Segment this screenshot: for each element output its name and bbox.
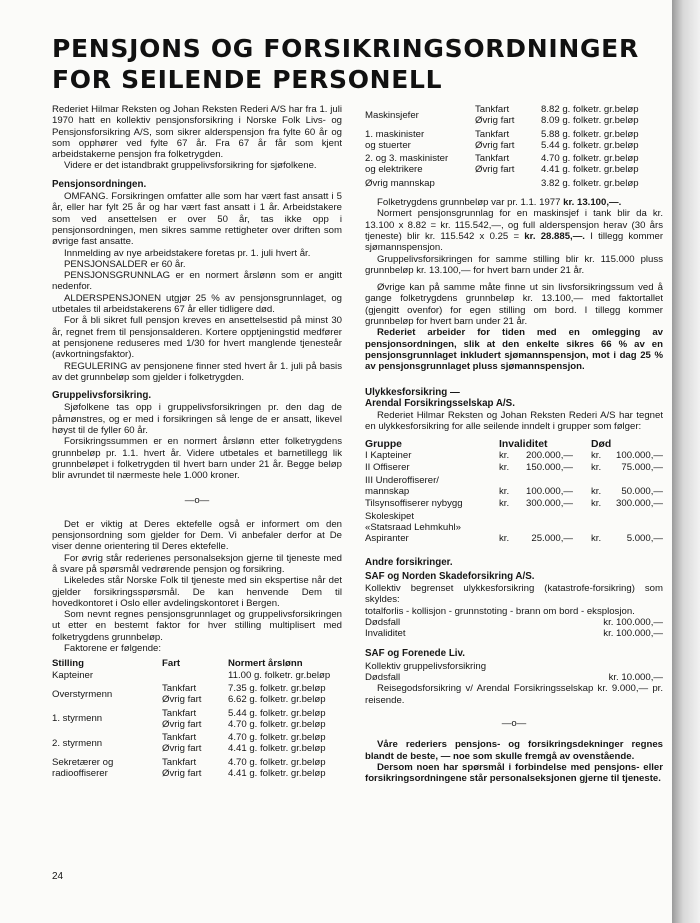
- innmelding-paragraph: Innmelding av nye arbeidstakere foretas pr. 1. juli hvert år.: [64, 247, 311, 259]
- title-line-1: PENSJONS OG FORSIKRINGSORDNINGER: [52, 34, 639, 63]
- cell-invaliditet: 100.000,—: [526, 485, 573, 497]
- intro-paragraph: Rederiet Hilmar Reksten og Johan Reksten Rederi A/S har fra 1. juli 1970 hatt en kollektiv pensjonsforsikring i Norske Folk Livs- og Pensjonsforsikring A/S, som sikrer alderspensjon fra fylte 60 år og som opphører ved fylte 67 år. Fra 67 år får som kjent arbeidstakerne pensjon fra folketrygden.: [52, 104, 342, 161]
- header-fart: Fart: [162, 658, 181, 670]
- forenede-dodsfall-row: [365, 672, 663, 683]
- cell-stilling: 2. styrmenn: [52, 737, 103, 749]
- saf-paragraph-1: Kollektiv begrenset ulykkesforsikring (katastrofe-forsikring) som skyldes:: [365, 582, 663, 606]
- cell-gruppe: II Offiserer: [365, 462, 410, 474]
- omfang-paragraph: OMFANG. Forsikringen omfatter alle som har vært fast ansatt i 5 år, eller har fylt 25 år og har vært fast ansatt i 1 år. Arbeidstakere som ved ansettelsen er over 50 år, tas ikke opp i pensjonsordningen, men sikres samme rettigheter over driften som øvrige fast ansatte.: [52, 191, 342, 248]
- cell-fart: Tankfart Øvrig fart: [162, 732, 202, 755]
- cell-gruppe: I Kapteiner: [365, 450, 412, 462]
- table-row: [365, 153, 663, 178]
- beste-paragraph: Våre rederiers pensjons- og forsikringsdekninger regnes blandt de beste, — noe som skulle fremgå av ovenstående.: [365, 739, 663, 762]
- pensjonsalder-paragraph: PENSJONSALDER er 60 år.: [64, 258, 186, 270]
- saf-invaliditet-row: [365, 628, 663, 639]
- table-row: [365, 178, 663, 191]
- cell-normert-arslonn: 5.44 g. folketr. gr.beløp 4.70 g. folketr. gr.beløp: [228, 707, 326, 730]
- cell-stilling: Overstyrmenn: [52, 688, 113, 700]
- page-number: 24: [52, 871, 64, 882]
- cell-invaliditet: 150.000,—: [526, 462, 573, 474]
- forenede-dodsfall-label: Dødsfall: [365, 672, 401, 684]
- gruppeliv-example-paragraph: Gruppelivsforsikringen for samme stilling blir kr. 115.000 pluss grunnbeløp kr. 13.100,— for hvert barn under 21 år.: [365, 253, 663, 276]
- position-factor-rows-continued: [365, 104, 663, 191]
- ovrige-paragraph: Øvrige kan på samme måte finne ut sin livsforsikringssum ved å gange folketrygdens grunnbeløp kr. 13.100,— med faktortallet (gjengitt ovenfor) for egen stilling om bord. I tillegg kommer grunnbeløp for hvert barn under 21 år.: [365, 282, 663, 328]
- cell-stilling: 1. maskinister og stuerter: [365, 128, 425, 151]
- cell-invaliditet-currency: kr.: [499, 498, 510, 510]
- cell-fart: Tankfart Øvrig fart: [475, 153, 515, 176]
- grunnbelop-amount: kr. 13.100,—.: [563, 197, 622, 209]
- cell-gruppe: III Underoffiserer/ mannskap: [365, 474, 439, 497]
- example-amount: kr. 28.885,—.: [524, 230, 585, 242]
- cell-dod-currency: kr.: [591, 485, 602, 497]
- regulering-paragraph: REGULERING av pensjonene finner sted hvert år 1. juli på basis av det grunnbeløp som gjelder i folketrygden.: [52, 360, 342, 383]
- table-row: [365, 129, 663, 154]
- saf-dodsfall-value: kr. 100.000,—: [603, 616, 663, 628]
- reisegods-paragraph: Reisegodsforsikring v/ Arendal Forsikringsselskap kr. 9.000,— pr. reisende.: [365, 683, 663, 706]
- page-title: [52, 33, 664, 95]
- cell-stilling: Øvrig mannskap: [365, 177, 435, 189]
- cell-dod: 50.000,—: [621, 485, 663, 497]
- cell-fart: Tankfart Øvrig fart: [475, 128, 515, 151]
- header-invaliditet: Invaliditet: [499, 438, 548, 450]
- page-edge-shadow: [672, 0, 700, 923]
- cell-normert-arslonn: 4.70 g. folketr. gr.beløp 4.41 g. folketr. gr.beløp: [541, 153, 639, 176]
- cell-stilling: Sekretærer og radiooffiserer: [52, 756, 114, 780]
- cell-dod: 5.000,—: [626, 533, 663, 545]
- cell-invaliditet: 300.000,—: [526, 498, 573, 510]
- cell-stilling: Maskinsjefer: [365, 109, 419, 121]
- table-row: [52, 757, 342, 782]
- intro-paragraph-2: Videre er det istandbrakt gruppelivsforsikring for sjøfolkene.: [64, 160, 317, 172]
- pensjonsgrunnlag-paragraph: PENSJONSGRUNNLAG er en normert årslønn som er angitt nedenfor.: [52, 270, 342, 293]
- saf-dodsfall-row: [365, 617, 663, 628]
- example-tail: I tillegg kommer sjømannspensjon.: [365, 230, 664, 254]
- cell-dod-currency: kr.: [591, 450, 602, 462]
- cell-dod: 100.000,—: [616, 450, 663, 462]
- forenede-paragraph: Kollektiv gruppelivsforsikring: [365, 660, 487, 672]
- example-text: Normert pensjonsgrunnlag for en maskinsjef i tank blir da kr. 13.100 x 8.82 = kr. 115.542,—, og full alderspensjon herav (30 års tjeneste) blir kr. 115.542 x 0.25 =: [365, 208, 663, 242]
- cell-invaliditet-currency: kr.: [499, 485, 510, 497]
- gruppeliv-paragraph-2: Forsikringssummen er en normert årslønn etter folketrygdens grunnbeløp pr. 1.1. hvert år. Videre utbetales et barnetillegg lik grunnbeløpet i folketrygden til hvert barn under 21 år. Begge beløp blir avrundet til nærmeste hele 1.000 kroner.: [52, 436, 342, 482]
- cell-fart: Tankfart Øvrig fart: [162, 682, 202, 706]
- grunnbelop-text: Folketrygdens grunnbeløp var pr. 1.1. 1977: [377, 197, 564, 209]
- table-row: [365, 511, 663, 546]
- ulykke-paragraph: Rederiet Hilmar Reksten og Johan Reksten Rederi A/S har tegnet en ulykkesforsikring for alle seilende inndelt i grupper som følger:: [365, 410, 663, 433]
- cell-fart: [475, 178, 541, 191]
- cell-normert-arslonn: 8.82 g. folketr. gr.beløp 8.09 g. folketr. gr.beløp: [541, 104, 639, 127]
- saf-invaliditet-value: kr. 100.000,—: [603, 628, 663, 640]
- heading-andre-forsikringer: Andre forsikringer.: [365, 557, 453, 569]
- cell-invaliditet: 25.000,—: [531, 533, 573, 545]
- heading-ulykkesforsikring: Ulykkesforsikring —: [365, 386, 460, 398]
- cell-fart: Tankfart Øvrig fart: [162, 707, 202, 730]
- table-row: [52, 670, 342, 683]
- header-normert-arslonn: Normert årslønn: [228, 658, 303, 670]
- cell-normert-arslonn: 7.35 g. folketr. gr.beløp 6.62 g. folketr. gr.beløp: [228, 682, 326, 706]
- table-row: [52, 683, 342, 708]
- cell-normert-arslonn: 4.70 g. folketr. gr.beløp 4.41 g. folketr. gr.beløp: [228, 756, 326, 780]
- right-column: [365, 104, 663, 784]
- example-paragraph: [365, 208, 663, 253]
- table-row: [365, 462, 663, 474]
- cell-invaliditet: 200.000,—: [526, 450, 573, 462]
- cell-fart: Tankfart Øvrig fart: [475, 104, 515, 127]
- cell-dod-currency: kr.: [591, 498, 602, 510]
- accident-group-rows: [365, 450, 663, 545]
- cell-invaliditet-currency: kr.: [499, 462, 510, 474]
- full-pensjon-paragraph: For å bli sikret full pensjon kreves en ansettelsestid på minst 30 år, regnet frem til pensjonsalderen. Kortere opptjeningstid medfører at pensjonene reduseres med 1/30 for hvert manglende tjenesteår (avkortningsfaktor).: [52, 315, 342, 361]
- heading-arendal: Arendal Forsikringsselskap A/S.: [365, 397, 515, 409]
- cell-dod-currency: kr.: [591, 533, 602, 545]
- forenede-dodsfall-value: kr. 10.000,—: [608, 672, 663, 684]
- table-row: [52, 708, 342, 733]
- cell-invaliditet-currency: kr.: [499, 533, 510, 545]
- cell-fart: [162, 670, 228, 683]
- saf-dodsfall-label: Dødsfall: [365, 616, 401, 628]
- cell-stilling: 2. og 3. maskinister og elektrikere: [365, 153, 449, 176]
- cell-gruppe: Tilsynsoffiserer nybygg: [365, 498, 463, 510]
- cell-invaliditet-currency: kr.: [499, 450, 510, 462]
- cell-stilling: Kapteiner: [52, 669, 94, 681]
- norske-folk-paragraph: Likeledes står Norske Folk til tjeneste med sin ekspertise når det gjelder forsikringsspørsmål. De kan henvende Dem til hovedkontoret i Oslo eller avdelingskontoret i Bergen.: [52, 575, 342, 609]
- header-gruppe: Gruppe: [365, 438, 402, 450]
- position-factor-rows: [52, 670, 342, 782]
- heading-saf-norden: SAF og Norden Skadeforsikring A/S.: [365, 570, 535, 582]
- position-factor-table-continued: [365, 104, 663, 191]
- header-dod: Død: [591, 438, 612, 450]
- gruppeliv-paragraph-1: Sjøfolkene tas opp i gruppelivsforsikringen pr. den dag de påmønstres, og er med i forsikringen så lenge de er ansatt, likevel høyst til de fyller 60 år.: [52, 402, 342, 437]
- cell-fart: Tankfart Øvrig fart: [162, 756, 202, 780]
- cell-normert-arslonn: 4.70 g. folketr. gr.beløp 4.41 g. folketr. gr.beløp: [228, 732, 326, 755]
- omlegging-paragraph: Rederiet arbeider for tiden med en omlegging av pensjonsordningen, slik at den enkelte sikres 66 % av en pensjonsgrunnlaget inkludert sjømannspensjon, mot i dag 25 % av pensjonsgrunnlaget pluss sjømannspensjon.: [365, 327, 663, 373]
- header-stilling: Stilling: [52, 658, 84, 670]
- cell-dod: 300.000,—: [616, 498, 663, 510]
- cell-dod: 75.000,—: [621, 462, 663, 474]
- personalseksjon-paragraph: For øvrig står rederienes personalseksjon gjerne til tjeneste med å svare på spørsmål vedrørende pensjon og forsikring.: [52, 552, 342, 575]
- left-column: [52, 104, 342, 781]
- title-line-2: FOR SEILENDE PERSONELL: [52, 65, 443, 94]
- table-row: [52, 732, 342, 757]
- grunnbelop-paragraph: [365, 197, 663, 208]
- ektefelle-paragraph: Det er viktig at Deres ektefelle også er informert om den pensjonsordning som gjelder for Dem. Vi anbefaler derfor at De viser denne orientering til Deres ektefelle.: [52, 518, 342, 553]
- alderspensjon-paragraph: ALDERSPENSJONEN utgjør 25 % av pensjonsgrunnlaget, og utbetales til arbeidstakerens 67 år eller tidligere død.: [52, 292, 342, 316]
- cell-normert-arslonn: 3.82 g. folketr. gr.beløp: [541, 177, 639, 189]
- cell-normert-arslonn: 5.88 g. folketr. gr.beløp 5.44 g. folketr. gr.beløp: [541, 128, 639, 151]
- cell-normert-arslonn: 11.00 g. folketr. gr.beløp: [228, 669, 331, 681]
- faktor-paragraph: Som nevnt regnes pensjonsgrunnlaget og gruppelivsforsikringen ut etter en bestemt faktor for hver stilling multiplisert med folketrygdens grunnbeløp.: [52, 609, 342, 643]
- separator: —o—: [501, 717, 527, 729]
- saf-paragraph-2: totalforlis - kollisjon - grunnstoting - brann om bord - eksplosjon.: [365, 605, 635, 617]
- table-row: [365, 498, 663, 510]
- heading-forenede-liv: SAF og Forenede Liv.: [365, 648, 465, 660]
- heading-gruppelivsforsikring: Gruppelivsforsikring.: [52, 390, 152, 402]
- saf-invaliditet-label: Invaliditet: [365, 628, 406, 640]
- position-factor-table: [52, 658, 342, 781]
- sporsmal-paragraph: Dersom noen har spørsmål i forbindelse med pensjons- eller forsikringsordningene står personalseksjonen gjerne til tjeneste.: [365, 761, 663, 785]
- cell-gruppe: Skoleskipet «Statsraad Lehmkuhl» Aspiranter: [365, 510, 461, 545]
- table-row: [365, 104, 663, 129]
- faktorene-label: Faktorene er følgende:: [64, 643, 162, 655]
- table-row: [365, 475, 663, 499]
- table-row: [365, 450, 663, 462]
- cell-stilling: 1. styrmenn: [52, 713, 103, 725]
- cell-dod-currency: kr.: [591, 462, 602, 474]
- accident-group-table: [365, 439, 663, 546]
- heading-pensjonsordningen: Pensjonsordningen.: [52, 178, 147, 190]
- separator: —o—: [184, 494, 210, 506]
